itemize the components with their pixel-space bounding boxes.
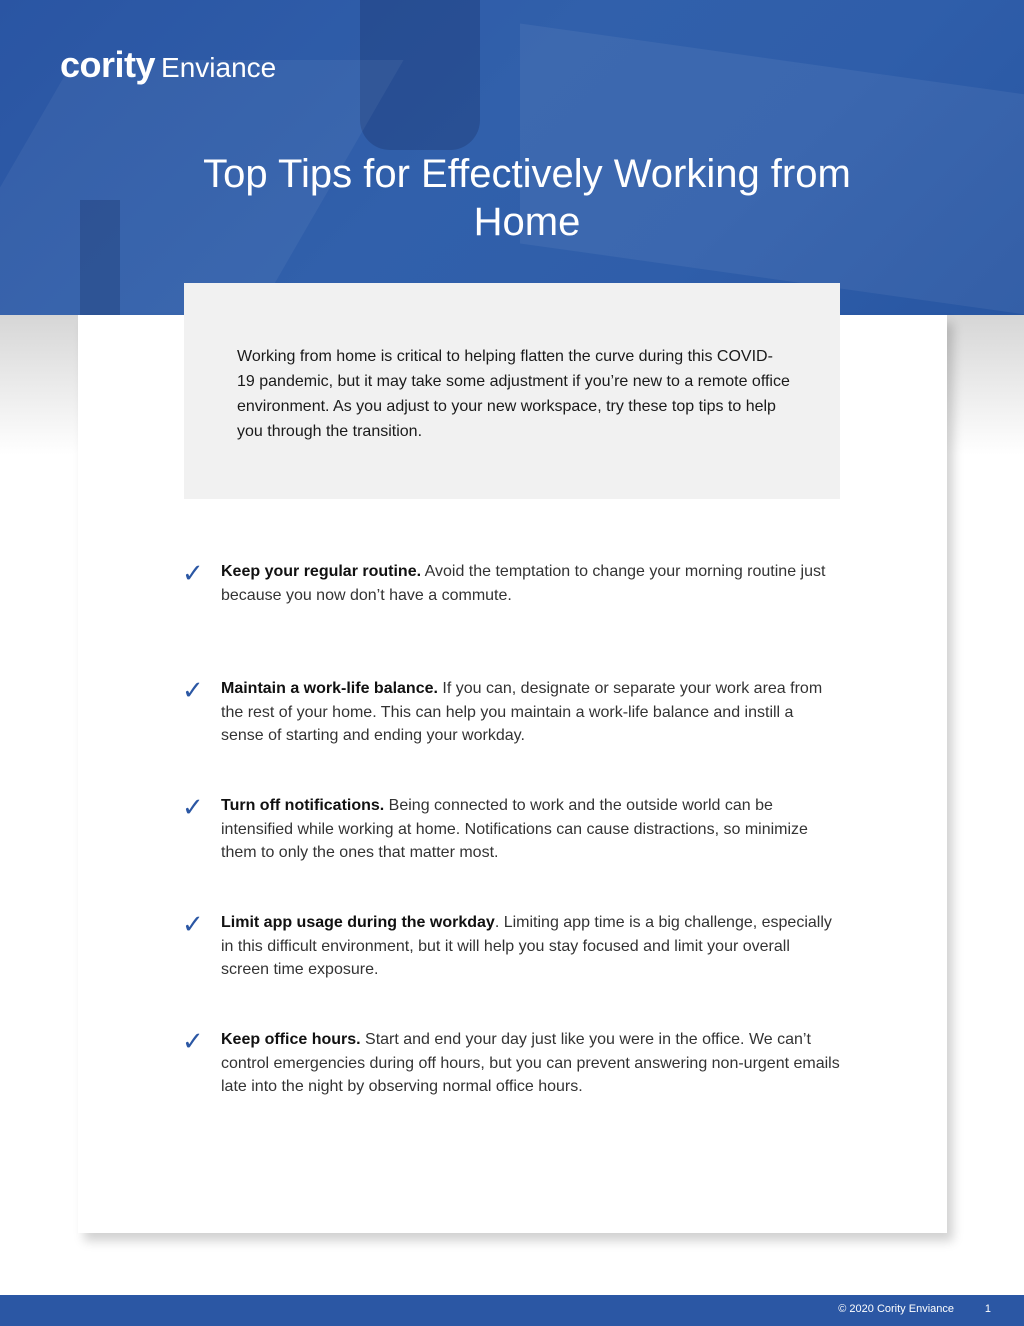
page-title: Top Tips for Effectively Working from Home	[203, 152, 851, 244]
tip-item	[180, 677, 840, 794]
tip-item	[180, 911, 840, 1028]
checkmark-icon: ✓	[182, 909, 204, 939]
tip-text	[221, 560, 840, 607]
checkmark-icon: ✓	[182, 558, 204, 588]
tip-text	[221, 677, 840, 748]
logo-sub: Enviance	[161, 52, 277, 83]
intro-text: Working from home is critical to helping flatten the curve during this COVID-19 pandemic, but it may take some adjustment if you’re new to a remote office environment. As you adjust to your new workspace, try these top tips to help you through the transition.	[237, 348, 790, 440]
tip-heading: Maintain a work-life balance.	[221, 680, 438, 697]
checkmark-icon: ✓	[182, 675, 204, 705]
tip-body: . Limiting app time is a big challenge, especially in this difficult environment, but it will help you stay focused and limit your overall screen time exposure.	[221, 914, 832, 978]
company-logo	[60, 44, 276, 86]
copyright-text: © 2020 Cority Enviance	[838, 1303, 954, 1315]
tip-body: If you can, designate or separate your work area from the rest of your home. This can help you maintain a work-life balance and instill a sense of starting and ending your workday.	[221, 680, 823, 744]
tip-body: Being connected to work and the outside world can be intensified while working at home. Notifications can cause distractions, so minimize them to only the ones that matter most.	[221, 797, 808, 861]
background-fade	[947, 315, 1024, 455]
tip-heading: Keep your regular routine.	[221, 563, 422, 580]
tip-body: Start and end your day just like you were in the office. We can’t control emergencies during off hours, but you can prevent answering non-urgent emails late into the night by observing normal office hours.	[221, 1031, 840, 1095]
background-fade	[0, 315, 78, 455]
tip-text	[221, 794, 840, 865]
tip-body: Avoid the temptation to change your morning routine just because you now don’t have a commute.	[221, 563, 826, 604]
page-number: 1	[984, 1303, 991, 1315]
checkmark-icon: ✓	[182, 792, 204, 822]
footer-bar	[0, 1295, 1024, 1326]
tip-heading: Limit app usage during the workday	[221, 914, 495, 931]
intro-box	[184, 283, 840, 499]
tip-item	[180, 560, 840, 677]
background-photo-shape	[80, 200, 120, 315]
tip-text	[221, 911, 840, 982]
tips-list	[180, 560, 840, 1145]
logo-brand: cority	[60, 44, 156, 85]
tip-item	[180, 1028, 840, 1145]
tip-text	[221, 1028, 840, 1099]
tip-heading: Keep office hours.	[221, 1031, 361, 1048]
tip-heading: Turn off notifications.	[221, 797, 385, 814]
checkmark-icon: ✓	[182, 1026, 204, 1056]
tip-item	[180, 794, 840, 911]
